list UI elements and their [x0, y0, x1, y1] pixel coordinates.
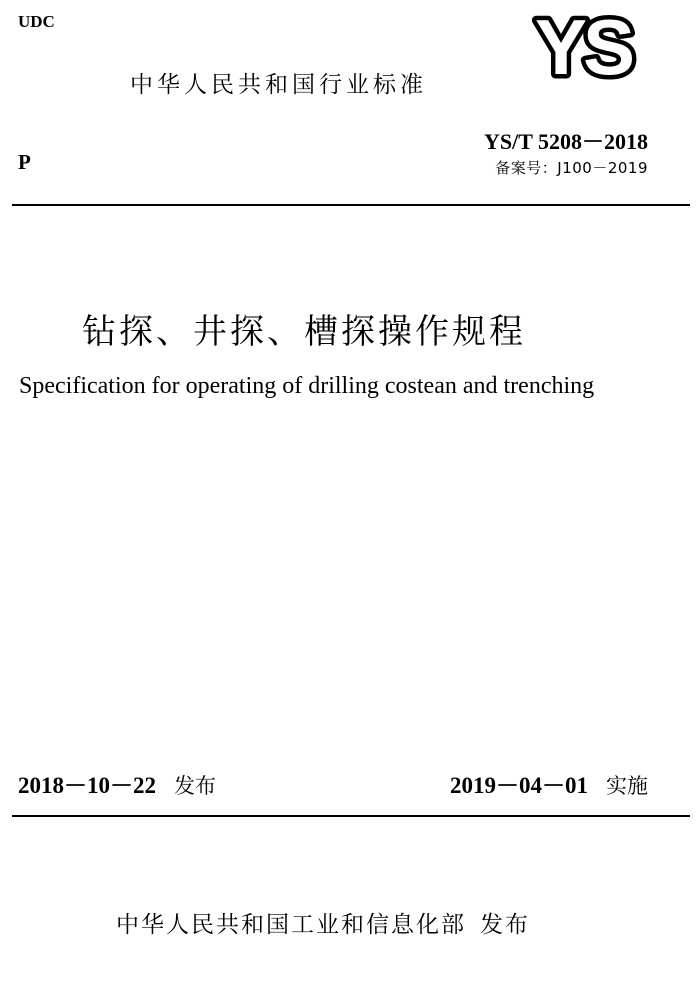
record-number: 备案号：J100－2019 [495, 159, 648, 177]
issue-label: 发布 [174, 774, 216, 798]
publisher-block [116, 906, 530, 939]
standard-type: 中华人民共和国行业标准 [130, 72, 427, 98]
ys-logo [518, 10, 648, 84]
issue-date: 2018－10－22 [18, 773, 156, 798]
title-english: Specification for operating of drilling costean and trenching [19, 373, 595, 399]
implement-date-block [450, 767, 648, 800]
issue-date-block [18, 767, 216, 800]
publish-label: 发布 [480, 912, 530, 938]
publisher: 中华人民共和国工业和信息化部 [116, 912, 466, 938]
ys-logo-text: YS [534, 10, 632, 84]
implement-label: 实施 [606, 774, 648, 798]
standard-code: YS/T 5208－2018 [483, 129, 648, 154]
title-chinese: 钻探、井探、槽探操作规程 [82, 314, 526, 351]
implement-date: 2019－04－01 [450, 773, 588, 798]
bottom-divider [12, 815, 690, 817]
top-divider [12, 204, 690, 206]
classification-code: P [18, 150, 31, 174]
udc-label: UDC [18, 12, 55, 31]
